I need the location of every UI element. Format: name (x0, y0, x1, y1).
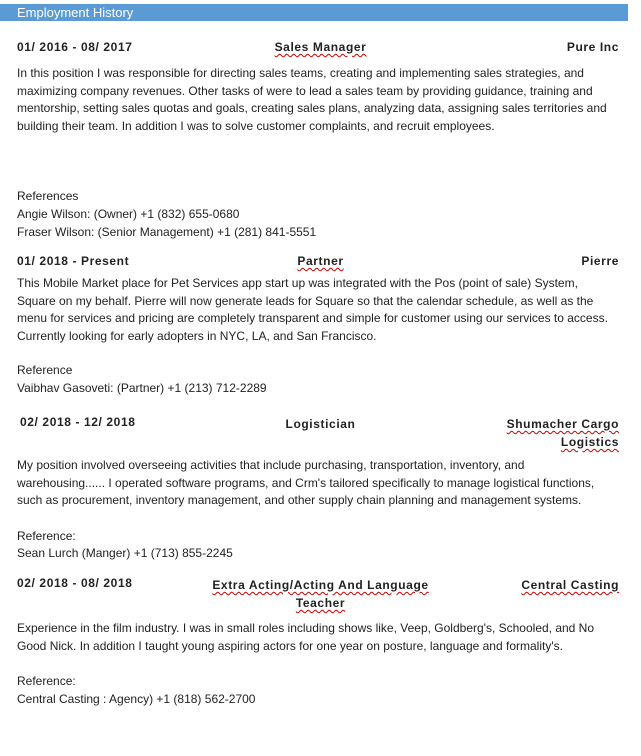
section-title: Employment History (17, 5, 134, 20)
job-dates: 01/ 2018 - Present (17, 254, 130, 268)
job-header (0, 254, 641, 271)
job-company-line: Shumacher Cargo (506, 417, 619, 431)
job-entry (0, 40, 641, 241)
job-title: Logistician (285, 417, 356, 431)
job-dates: 01/ 2016 - 08/ 2017 (17, 40, 133, 54)
job-header (0, 40, 641, 57)
reference-item: Angie Wilson: (Owner) +1 (832) 655-0680 (17, 206, 240, 221)
job-title-line: Teacher (295, 596, 346, 610)
job-entry (0, 254, 641, 398)
job-company (507, 415, 619, 451)
section-header-employment-history (0, 4, 628, 21)
job-title: Partner (297, 254, 344, 268)
references-label: Reference: (17, 674, 76, 689)
job-references (0, 673, 641, 708)
job-company: Pure Inc (566, 40, 619, 54)
job-dates: 02/ 2018 - 08/ 2018 (17, 576, 133, 590)
job-company-line: Logistics (560, 435, 619, 449)
job-dates: 02/ 2018 - 12/ 2018 (20, 415, 136, 429)
references-label: Reference (17, 363, 73, 378)
job-title-line: Extra Acting/Acting And Language (212, 578, 429, 592)
job-header (0, 576, 641, 612)
references-label: Reference: (17, 528, 76, 543)
job-description: My position involved overseeing activities that include purchasing, transportation, inventory, and warehousing...... I operated software programs, and Crm's tailored specifically to manage logistical functions, such as procurement, inventory management, and other supply chain planning and management systems. (17, 458, 595, 508)
job-description: Experience in the film industry. I was in small roles including shows like, Veep, Goldberg's, Schooled, and No Good Nick. In addition I taught young aspiring actors for one year on posture, language and formality's. (17, 621, 595, 653)
job-company: Pierre (581, 254, 619, 268)
reference-item: Sean Lurch (Manger) +1 (713) 855-2245 (17, 546, 233, 561)
reference-item: Fraser Wilson: (Senior Management) +1 (281) 841-5551 (17, 224, 317, 239)
job-references (0, 188, 641, 241)
job-title: Sales Manager (274, 40, 367, 54)
job-description: This Mobile Market place for Pet Services app start up was integrated with the Pos (point of sale) System, Square on my behalf. Pierre will now generate leads for Square so that the calendar schedule, as well as the menu for services and pricing are completely transparent and simple for customer using our services to access. Currently looking for early adopters in NYC, LA, and San Francisco. (17, 276, 608, 343)
references-label: References (17, 189, 79, 204)
job-entry (0, 576, 641, 708)
job-entry (0, 415, 641, 563)
job-description: In this position I was responsible for directing sales teams, creating and implementing sales strategies, and maximizing company revenues. Other tasks of were to lead a sales team by providing guidance, training and mentorship, setting sales quotas and goals, creating sales plans, analyzing data, assigning sales territories and building their team. In addition I was to solve customer complaints, and recruit employees. (17, 66, 607, 133)
job-header (0, 415, 641, 451)
reference-item: Vaibhav Gasoveti: (Partner) +1 (213) 712-2289 (17, 380, 267, 395)
job-references (0, 362, 641, 397)
job-company: Central Casting (521, 578, 619, 592)
job-references (0, 528, 641, 563)
reference-item: Central Casting : Agency) +1 (818) 562-2700 (17, 691, 256, 706)
